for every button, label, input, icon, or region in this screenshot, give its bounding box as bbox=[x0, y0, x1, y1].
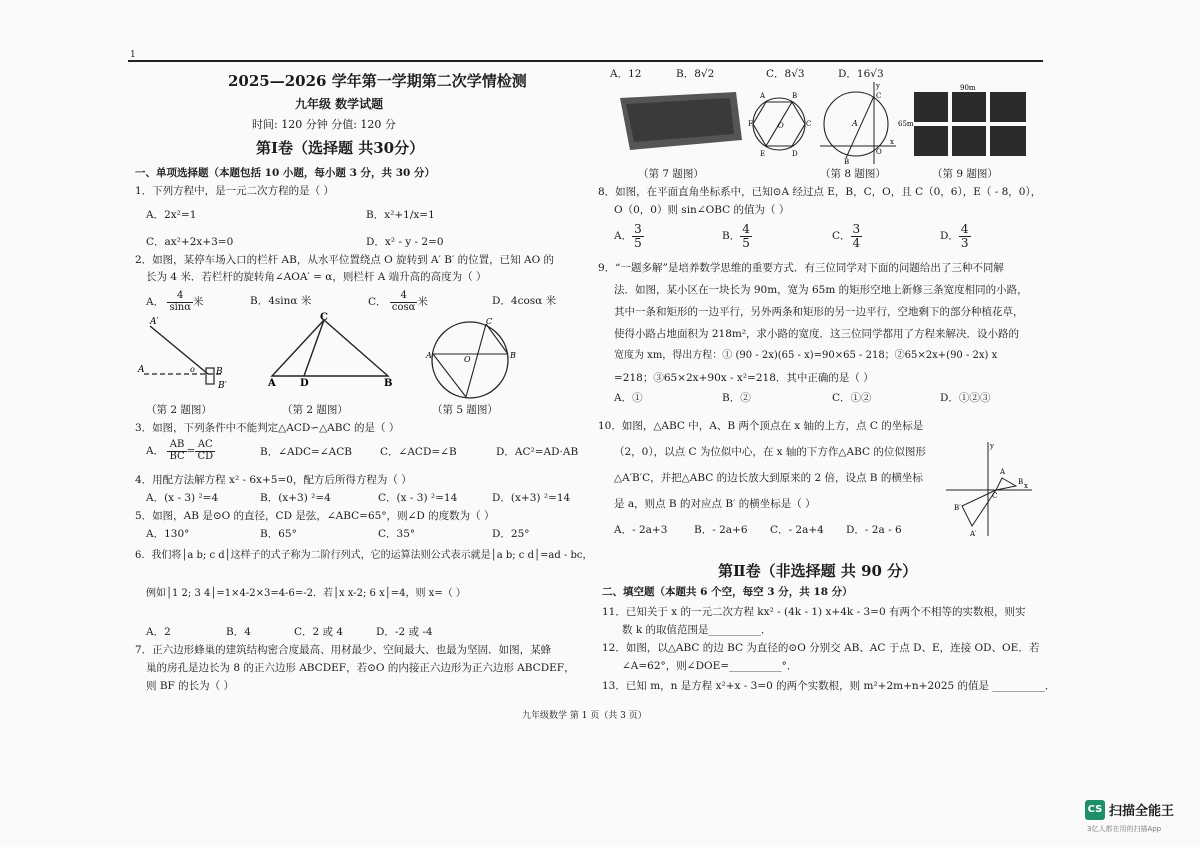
svg-text:B: B bbox=[1018, 478, 1024, 486]
svg-text:A: A bbox=[138, 365, 145, 375]
q5-option-b: B．65° bbox=[260, 528, 297, 540]
q1-stem: 1．下列方程中，是一元二次方程的是（ ） bbox=[135, 185, 335, 197]
q2-c-num: 4 bbox=[390, 291, 418, 303]
q6-option-d: D．-2 或 -4 bbox=[376, 626, 433, 638]
q9-line-3: 其中一条和矩形的一边平行，另外两条和矩形的另一边平行，空地剩下的部分种植花草， bbox=[614, 306, 1024, 318]
svg-text:C: C bbox=[486, 317, 493, 326]
q2-a-label: A． bbox=[146, 296, 165, 308]
q3-a-eq: = bbox=[186, 445, 196, 457]
svg-text:C: C bbox=[876, 92, 882, 100]
q5-option-d: D．25° bbox=[492, 528, 530, 540]
q5-option-c: C．35° bbox=[378, 528, 416, 540]
q8-d-label: D． bbox=[940, 230, 959, 243]
q12-line-1: 12．如图，以△ABC 的边 BC 为直径的⊙O 分别交 AB、AC 于点 D、E，连接 OD、OE．若 bbox=[602, 642, 1040, 654]
svg-text:C: C bbox=[320, 312, 328, 323]
q8-b-den: 5 bbox=[742, 235, 750, 250]
q4-option-a: A．(x - 3) ²=4 bbox=[146, 492, 219, 504]
q8-line-2: O（0，0）则 sin∠OBC 的值为（ ） bbox=[614, 204, 790, 216]
q2-c-fraction bbox=[390, 291, 418, 313]
q7-line-1: 7．正六边形蜂巢的建筑结构密合度最高、用材最少、空间最大、也最为坚固．如图，某蜂 bbox=[135, 644, 552, 656]
svg-text:D: D bbox=[300, 378, 309, 389]
q5-option-a: A．130° bbox=[146, 528, 190, 540]
q3-figure-triangle bbox=[266, 312, 398, 389]
q4-option-b: B．(x+3) ²=4 bbox=[260, 492, 331, 504]
svg-text:O: O bbox=[778, 122, 784, 130]
q2-a-fraction bbox=[167, 291, 193, 313]
q2-figure-gate bbox=[136, 312, 240, 400]
scanner-title: 扫描全能王 bbox=[1109, 804, 1175, 819]
q9-figure-width-label: 90m bbox=[960, 84, 976, 92]
fig-caption-q7: （第 7 题图） bbox=[638, 168, 704, 180]
q8-option-d bbox=[940, 223, 971, 249]
svg-text:A′: A′ bbox=[150, 317, 159, 327]
q10-line-2: （2，0），以点 C 为位似中心，在 x 轴的下方作△ABC 的位似图形 bbox=[614, 446, 926, 458]
page-corner-number: 1 bbox=[130, 50, 136, 60]
svg-text:x: x bbox=[1024, 482, 1028, 490]
q8-c-den: 4 bbox=[852, 235, 861, 250]
q8-coordinate-circle-figure bbox=[818, 80, 898, 166]
svg-text:A′: A′ bbox=[970, 530, 977, 538]
svg-text:D: D bbox=[792, 150, 798, 158]
q12-line-2: ∠A=62°，则∠DOE=__________°． bbox=[622, 660, 798, 672]
q5-stem: 5．如图，AB 是⊙O 的直径，CD 是弦，∠ABC=65°，则∠D 的度数为（ ） bbox=[135, 510, 495, 522]
q6-option-b: B．4 bbox=[226, 626, 251, 638]
fig-caption-q5: （第 5 题图） bbox=[432, 404, 498, 416]
q9-line-2: 法．如图，某小区在一块长为 90m，宽为 65m 的矩形空地上新修三条宽度相同的小路， bbox=[614, 284, 1028, 296]
q8-d-num: 4 bbox=[960, 222, 969, 236]
q8-d-frac bbox=[959, 223, 971, 249]
q10-option-c: C．- 2a+4 bbox=[770, 524, 824, 536]
q1-option-a: A．2x²=1 bbox=[146, 209, 197, 221]
q8-c-num: 3 bbox=[852, 222, 861, 236]
q6-stem-2: 例如│1 2; 3 4│=1×4-2×3=4-6=-2．若│x x-2; 6 x│=4，则 x=（ ） bbox=[146, 588, 466, 599]
svg-text:F: F bbox=[748, 120, 753, 128]
q8-a-den: 5 bbox=[634, 235, 642, 250]
q8-a-label: A． bbox=[614, 230, 633, 243]
q2-a-den: sinα bbox=[169, 301, 191, 313]
q5-figure-circle bbox=[424, 314, 520, 402]
svg-text:B: B bbox=[510, 351, 516, 360]
q1-option-b: B．x²+1/x=1 bbox=[366, 209, 435, 221]
q9-figure-height-label: 65m bbox=[898, 120, 914, 128]
q10-line-4: 是 a，则点 B 的对应点 B′ 的横坐标是（ ） bbox=[614, 498, 816, 510]
q3-a-frac2 bbox=[195, 440, 215, 462]
fig-caption-q2a: （第 2 题图） bbox=[146, 404, 212, 416]
fig-caption-q9: （第 9 题图） bbox=[932, 168, 998, 180]
q10-option-a: A．- 2a+3 bbox=[614, 524, 668, 536]
svg-text:y: y bbox=[990, 442, 994, 450]
svg-text:A: A bbox=[1000, 468, 1006, 476]
q2-stem-1: 2．如图，某停车场入口的栏杆 AB，从水平位置绕点 O 旋转到 A′ B′ 的位置，已知 AO 的 bbox=[135, 254, 555, 266]
svg-text:y: y bbox=[876, 82, 880, 90]
svg-text:B: B bbox=[384, 378, 393, 389]
q2-option-a bbox=[146, 291, 203, 313]
section-2-heading: 二、填空题（本题共 6 个空，每空 3 分，共 18 分） bbox=[602, 586, 853, 598]
part2-heading: 第Ⅱ卷（非选择题 共 90 分） bbox=[718, 562, 918, 580]
svg-text:O: O bbox=[464, 355, 471, 364]
q2-c-unit: 米 bbox=[417, 296, 428, 308]
svg-text:B: B bbox=[216, 367, 223, 377]
svg-text:B: B bbox=[844, 158, 850, 166]
q1-option-d: D．x² - y - 2=0 bbox=[366, 236, 444, 248]
q9-option-d: D．①②③ bbox=[940, 392, 991, 404]
scanner-watermark bbox=[1085, 799, 1174, 820]
q7-line-2: 巢的房孔是边长为 8 的正六边形 ABCDEF，若⊙O 的内接正六边形为正六边形 ABCDEF， bbox=[146, 662, 575, 674]
exam-subtitle: 九年级 数学试题 bbox=[295, 97, 384, 111]
q2-a-unit: 米 bbox=[192, 296, 204, 308]
q2-c-den: cosα bbox=[391, 301, 416, 313]
q3-a-num2: AC bbox=[195, 440, 215, 452]
q9-line-4: 使得小路占地面积为 218m²，求小路的宽度．这三位同学都用了方程来解决．设小路的 bbox=[614, 328, 1020, 340]
q7-option-b: B．8√2 bbox=[676, 68, 715, 80]
q3-a-frac1 bbox=[167, 440, 186, 462]
q2-stem-2: 长为 4 米．若栏杆的旋转角∠AOA′ = α，则栏杆 A 端升高的高度为（ ） bbox=[146, 271, 487, 283]
q2-option-b: B．4sinα 米 bbox=[250, 295, 312, 307]
q10-option-b: B．- 2a+6 bbox=[694, 524, 748, 536]
q9-option-b: B．② bbox=[722, 392, 751, 404]
q6-option-a: A．2 bbox=[146, 626, 171, 638]
q8-line-1: 8．如图，在平面直角坐标系中，已知⊙A 经过点 E，B，C，O，且 C（0，6），E（ - 8，0）， bbox=[598, 186, 1042, 198]
q8-b-num: 4 bbox=[742, 222, 750, 236]
q2-option-d: D．4cosα 米 bbox=[492, 295, 557, 307]
q10-line-1: 10．如图，△ABC 中，A、B 两个顶点在 x 轴的上方，点 C 的坐标是 bbox=[598, 420, 924, 432]
q4-stem: 4．用配方法解方程 x² - 6x+5=0，配方后所得方程为（ ） bbox=[135, 474, 412, 486]
q3-option-b: B．∠ADC=∠ACB bbox=[260, 446, 352, 458]
q6-option-c: C．2 或 4 bbox=[294, 626, 344, 638]
q9-line-1: 9．“一题多解”是培养数学思维的重要方式．有三位同学对下面的问题给出了三种不同解 bbox=[598, 262, 1004, 274]
svg-text:o: o bbox=[190, 365, 195, 374]
svg-text:A: A bbox=[426, 351, 432, 360]
svg-text:B′: B′ bbox=[218, 381, 227, 391]
fig-caption-q2b: （第 2 题图） bbox=[282, 404, 348, 416]
q10-line-3: △A′B′C，并把△ABC 的边长放大到原来的 2 倍，设点 B 的横坐标 bbox=[614, 472, 923, 484]
svg-text:A: A bbox=[760, 92, 766, 100]
q8-a-frac bbox=[632, 223, 644, 249]
q1-option-c: C．ax²+2x+3=0 bbox=[146, 236, 234, 248]
svg-text:C: C bbox=[806, 120, 812, 128]
q2-c-label: C． bbox=[368, 296, 387, 308]
q7-option-c: C．8√3 bbox=[766, 68, 805, 80]
q4-option-d: D．(x+3) ²=14 bbox=[492, 492, 571, 504]
q4-option-c: C．(x - 3) ²=14 bbox=[378, 492, 458, 504]
svg-text:E: E bbox=[760, 150, 766, 158]
q9-option-c: C．①② bbox=[832, 392, 872, 404]
q3-a-num: AB bbox=[167, 440, 186, 452]
svg-text:O: O bbox=[876, 148, 882, 156]
q7-option-a: A．12 bbox=[610, 68, 642, 80]
q3-a-den2: CD bbox=[197, 450, 214, 462]
svg-text:A: A bbox=[268, 378, 276, 389]
q11-line-2: 数 k 的取值范围是__________． bbox=[622, 624, 772, 636]
scanner-tagline: 3亿人都在用的扫描App bbox=[1087, 825, 1162, 833]
q8-b-frac bbox=[740, 223, 752, 249]
top-rule bbox=[128, 60, 1043, 62]
q6-stem-1: 6．我们将│a b; c d│这样子的式子称为二阶行列式，它的运算法则公式表示就是│a b; c d│=ad - bc， bbox=[135, 550, 593, 561]
q8-option-a bbox=[614, 223, 644, 249]
scanner-logo-icon: CS bbox=[1085, 800, 1105, 820]
q13-line: 13．已知 m，n 是方程 x²+x - 3=0 的两个实数根，则 m²+2m+n+2025 的值是 __________． bbox=[602, 680, 1056, 692]
section-1-heading: 一、单项选择题（本题包括 10 小题，每小题 3 分，共 30 分） bbox=[135, 167, 435, 179]
q8-d-den: 3 bbox=[960, 235, 969, 250]
q8-option-c bbox=[832, 223, 862, 249]
q8-option-b bbox=[722, 223, 752, 249]
q10-similar-triangles-figure bbox=[944, 438, 1034, 538]
q3-a-den: BC bbox=[169, 450, 185, 462]
exam-meta: 时间: 120 分钟 分值: 120 分 bbox=[252, 118, 396, 131]
q8-c-label: C． bbox=[832, 230, 851, 243]
fig-caption-q8: （第 8 题图） bbox=[820, 168, 886, 180]
q2-option-c bbox=[368, 291, 428, 313]
q3-option-d: D．AC²=AD·AB bbox=[496, 446, 579, 458]
q3-a-label: A． bbox=[146, 445, 165, 457]
svg-text:x: x bbox=[890, 138, 894, 146]
svg-text:A: A bbox=[852, 119, 858, 128]
q9-rectangle-field-figure bbox=[898, 80, 1030, 162]
q7-option-d: D．16√3 bbox=[838, 68, 884, 80]
q9-option-a: A．① bbox=[614, 392, 643, 404]
q3-option-c: C．∠ACD=∠B bbox=[380, 446, 457, 458]
svg-text:B′: B′ bbox=[954, 504, 961, 512]
q8-c-frac bbox=[851, 223, 863, 249]
q11-line-1: 11．已知关于 x 的一元二次方程 kx² - (4k - 1) x+4k - 3=0 有两个不相等的实数根，则实 bbox=[602, 606, 1026, 618]
q2-a-num: 4 bbox=[167, 291, 193, 303]
q8-b-label: B． bbox=[722, 230, 741, 243]
q3-stem: 3．如图，下列条件中不能判定△ACD∽△ABC 的是（ ） bbox=[135, 422, 400, 434]
page-footer: 九年级数学 第 1 页（共 3 页） bbox=[522, 711, 647, 721]
q7-hexagon-figure bbox=[748, 84, 810, 164]
svg-text:B: B bbox=[792, 92, 798, 100]
q7-honeycomb-photo bbox=[616, 88, 746, 158]
q3-option-a bbox=[146, 440, 215, 462]
svg-text:C: C bbox=[992, 492, 998, 500]
q10-option-d: D．- 2a - 6 bbox=[846, 524, 902, 536]
q8-a-num: 3 bbox=[634, 222, 642, 236]
q7-line-3: 则 BF 的长为（ ） bbox=[146, 680, 235, 692]
q9-line-6: =218；③65×2x+90x - x²=218．其中正确的是（ ） bbox=[614, 372, 874, 384]
part1-heading: 第Ⅰ卷（选择题 共30分） bbox=[256, 139, 425, 157]
exam-title: 2025—2026 学年第一学期第二次学情检测 bbox=[228, 72, 527, 90]
q9-line-5: 宽度为 xm，得出方程：① (90 - 2x)(65 - x)=90×65 - 218；②65×2x+(90 - 2x) x bbox=[614, 350, 998, 361]
